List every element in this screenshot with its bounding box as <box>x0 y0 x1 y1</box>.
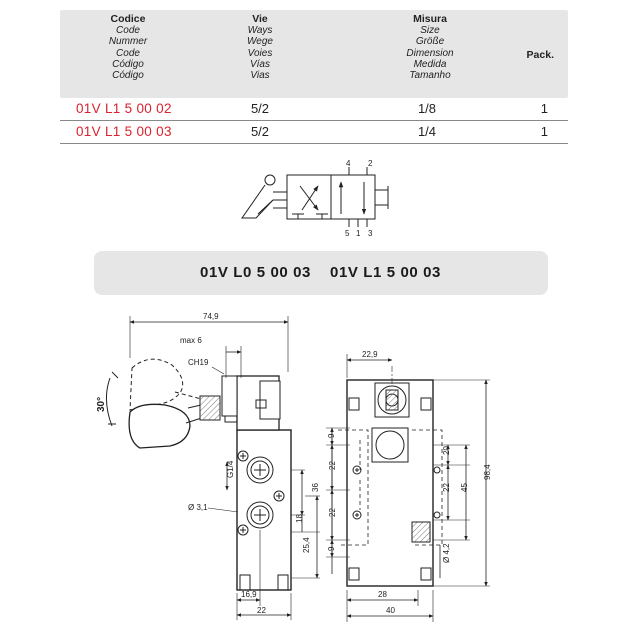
model-code-b: 01V L1 5 00 03 <box>330 264 441 281</box>
dim-hole: Ø 3,1 <box>188 503 208 512</box>
port-label: 4 <box>346 159 351 168</box>
row-ways: 5/2 <box>250 101 270 116</box>
header-code-en: Code <box>116 25 140 37</box>
dim-r22: 22 <box>442 483 451 492</box>
dim-max: max 6 <box>180 336 202 345</box>
row-code: 01V L1 5 00 02 <box>76 101 172 116</box>
dim-b40: 40 <box>386 606 395 615</box>
header-pack: Pack. <box>526 49 554 61</box>
header-size-en: Size <box>420 25 440 37</box>
dim-r42: Ø 4,2 <box>442 543 451 563</box>
header-ways-fr: Voies <box>247 47 273 59</box>
port-label: 1 <box>356 229 361 238</box>
row-code: 01V L1 5 00 03 <box>76 124 172 139</box>
dim-overall: 74,9 <box>203 312 219 321</box>
row-size: 1/8 <box>417 101 437 116</box>
header-code-pt: Código <box>112 70 144 82</box>
row-ways: 5/2 <box>250 124 270 139</box>
port-label: 3 <box>368 229 373 238</box>
dim-h254: 25,4 <box>302 537 311 553</box>
header-size-it: Misura <box>413 13 447 25</box>
dim-w169: 16,9 <box>241 590 257 599</box>
header-size-de: Größe <box>415 36 445 48</box>
dim-r984: 98,4 <box>483 464 492 480</box>
dim-l9b: 9 <box>327 546 336 551</box>
header-size-fr: Dimension <box>406 47 454 59</box>
header-ways-es: Vías <box>249 58 270 70</box>
header-code-it: Codice <box>110 13 146 25</box>
dim-nut: CH19 <box>188 358 209 367</box>
dim-r20: 20 <box>442 446 451 455</box>
dim-h36: 36 <box>311 483 320 492</box>
dim-port: G1/4 <box>226 460 235 478</box>
header-size-pt: Tamanho <box>409 70 451 82</box>
dim-l22a: 22 <box>328 461 337 470</box>
row-pack: 1 <box>540 101 548 116</box>
header-size-es: Medida <box>413 58 447 70</box>
header-code-de: Nummer <box>108 36 148 48</box>
row-pack: 1 <box>540 124 548 139</box>
valve-symbol-icon <box>242 167 388 227</box>
dim-h18: 18 <box>295 514 304 523</box>
row-size: 1/4 <box>417 124 437 139</box>
header-ways-pt: Vias <box>250 70 270 82</box>
dim-l9a: 9 <box>327 433 336 438</box>
dim-l22b: 22 <box>328 508 337 517</box>
header-ways-en: Ways <box>247 25 273 37</box>
port-label: 2 <box>368 159 373 168</box>
dim-b28: 28 <box>378 590 387 599</box>
header-code-es: Código <box>112 58 144 70</box>
dim-r45: 45 <box>460 483 469 492</box>
header-ways-de: Wege <box>247 36 273 48</box>
dim-top: 22,9 <box>362 350 378 359</box>
side-view-drawing <box>106 316 320 620</box>
dim-w22: 22 <box>257 606 266 615</box>
dim-angle: 30° <box>96 396 107 412</box>
port-label: 5 <box>345 229 350 238</box>
header-ways-it: Vie <box>252 13 268 25</box>
header-code-fr: Code <box>116 47 140 59</box>
model-code-a: 01V L0 5 00 03 <box>200 264 311 281</box>
